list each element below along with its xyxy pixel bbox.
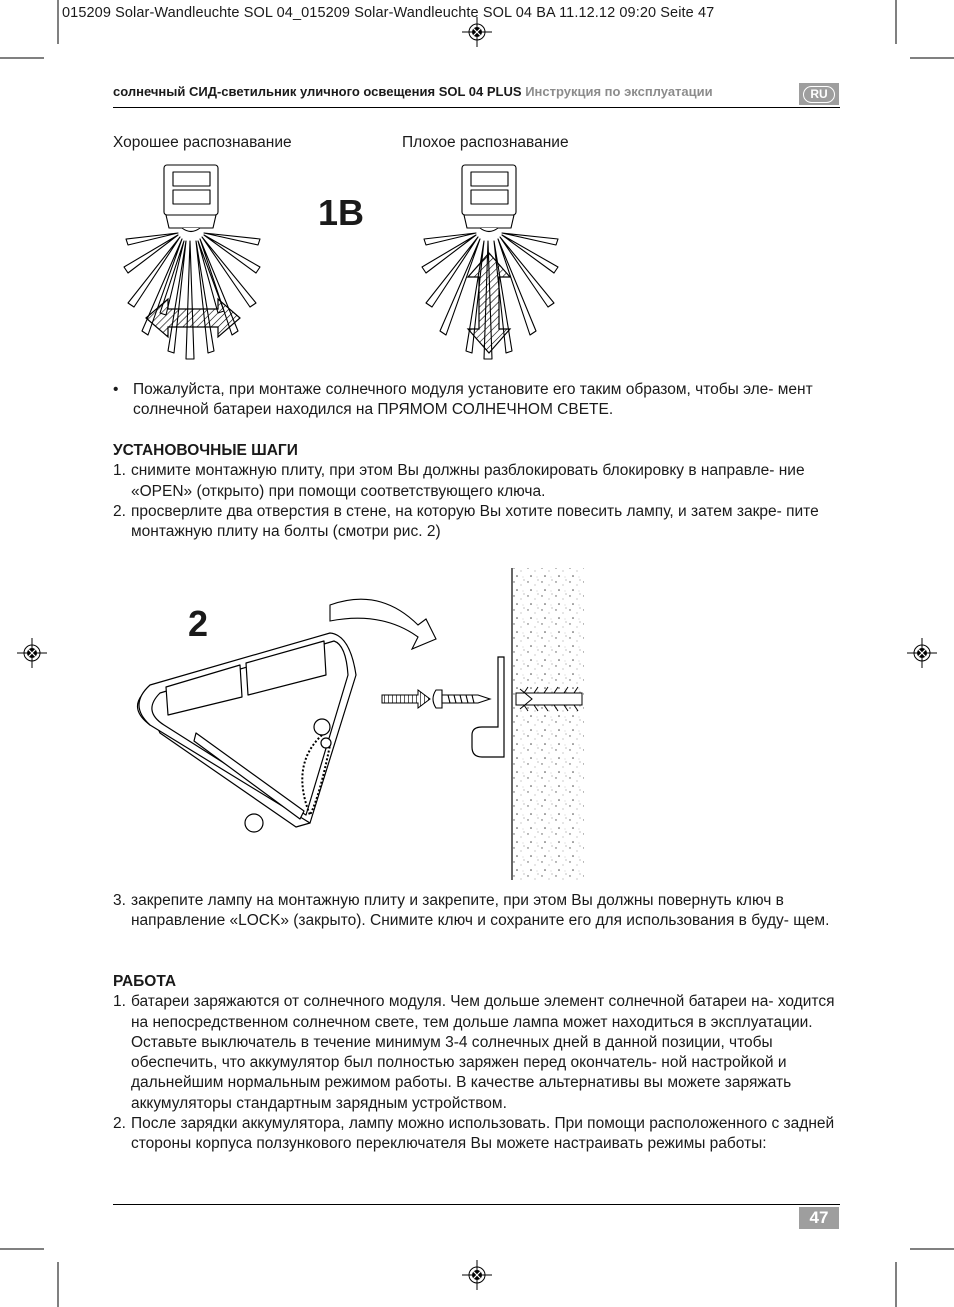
intro-bullet — [113, 380, 843, 421]
figure-1b-label: 1B — [318, 192, 365, 233]
registration-mark-icon — [907, 638, 937, 668]
operation-step: 2. После зарядки аккумулятора, лампу можно использовать. При помощи расположенного с задней стороны корпуса ползункового переключателя Вы можете настраивать режимы работы: — [113, 1115, 835, 1153]
step-3-block — [113, 891, 843, 932]
header-rule — [113, 107, 840, 108]
install-heading: УСТАНОВОЧНЫЕ ШАГИ — [113, 442, 298, 459]
operation-heading: РАБОТА — [113, 973, 177, 990]
install-section — [113, 441, 843, 542]
language-badge — [799, 83, 839, 105]
page-number: 47 — [799, 1207, 839, 1229]
mounting-illustration — [120, 565, 600, 885]
print-slug-line: 015209 Solar-Wandleuchte SOL 04_015209 Solar-Wandleuchte SOL 04 BA 11.12.12 09:20 Seite 47 — [62, 5, 715, 21]
registration-mark-icon — [462, 17, 492, 47]
install-step: 1. снимите монтажную плиту, при этом Вы должны разблокировать блокировку в направле- ние «OPEN» (открыто) при помощи соответствующего ключа. — [113, 462, 805, 500]
good-detection-illustration — [120, 163, 270, 363]
running-header — [113, 84, 713, 99]
install-step: 3. закрепите лампу на монтажную плиту и закрепите, при этом Вы должны повернуть ключ в направление «LOCK» (закрыто). Снимите ключ и сохраните его для использования в буду- щем. — [113, 892, 830, 930]
install-step: 2. просверлите два отверстия в стене, на которую Вы хотите повесить лампу, и затем закре- пите монтажную плиту на болты (смотри рис. 2) — [113, 502, 819, 541]
operation-step: 1. батареи заряжаются от солнечного модуля. Чем дольше элемент солнечной батареи на- ходится на непосредственном солнечном свете, тем дольше лампа может находиться в эксплуатации. Оставьте выключатель в течение минимум 3-4 солнечных дней в данной позиции, чтобы обеспечить, что аккумулятор был полностью заряжен перед окончатель- ной настройкой и дальнейшим нормальным режимом работы. В качестве альтернативы вы можете заряжать аккумуляторы стандартным зарядным устройством. — [113, 993, 835, 1112]
registration-mark-icon — [462, 1260, 492, 1290]
good-detection-caption: Хорошее распознавание — [113, 134, 292, 151]
figure-2-label: 2 — [188, 603, 209, 644]
header-subtitle: Инструкция по эксплуатации — [525, 84, 713, 99]
bullet-text: Пожалуйста, при монтаже солнечного модуля установите его таким образом, чтобы эле- мент солнечной батареи находился на ПРЯМОМ СОЛНЕЧНОМ СВЕТЕ. — [133, 381, 813, 419]
registration-mark-icon — [17, 638, 47, 668]
operation-section — [113, 972, 843, 1155]
footer-rule — [113, 1204, 840, 1205]
bad-detection-caption: Плохое распознавание — [402, 134, 569, 151]
bad-detection-illustration — [418, 163, 568, 363]
bullet-mark: • — [113, 381, 119, 398]
header-title: солнечный СИД-светильник уличного освещения SOL 04 PLUS — [113, 84, 522, 99]
language-badge-label: RU — [803, 86, 834, 103]
